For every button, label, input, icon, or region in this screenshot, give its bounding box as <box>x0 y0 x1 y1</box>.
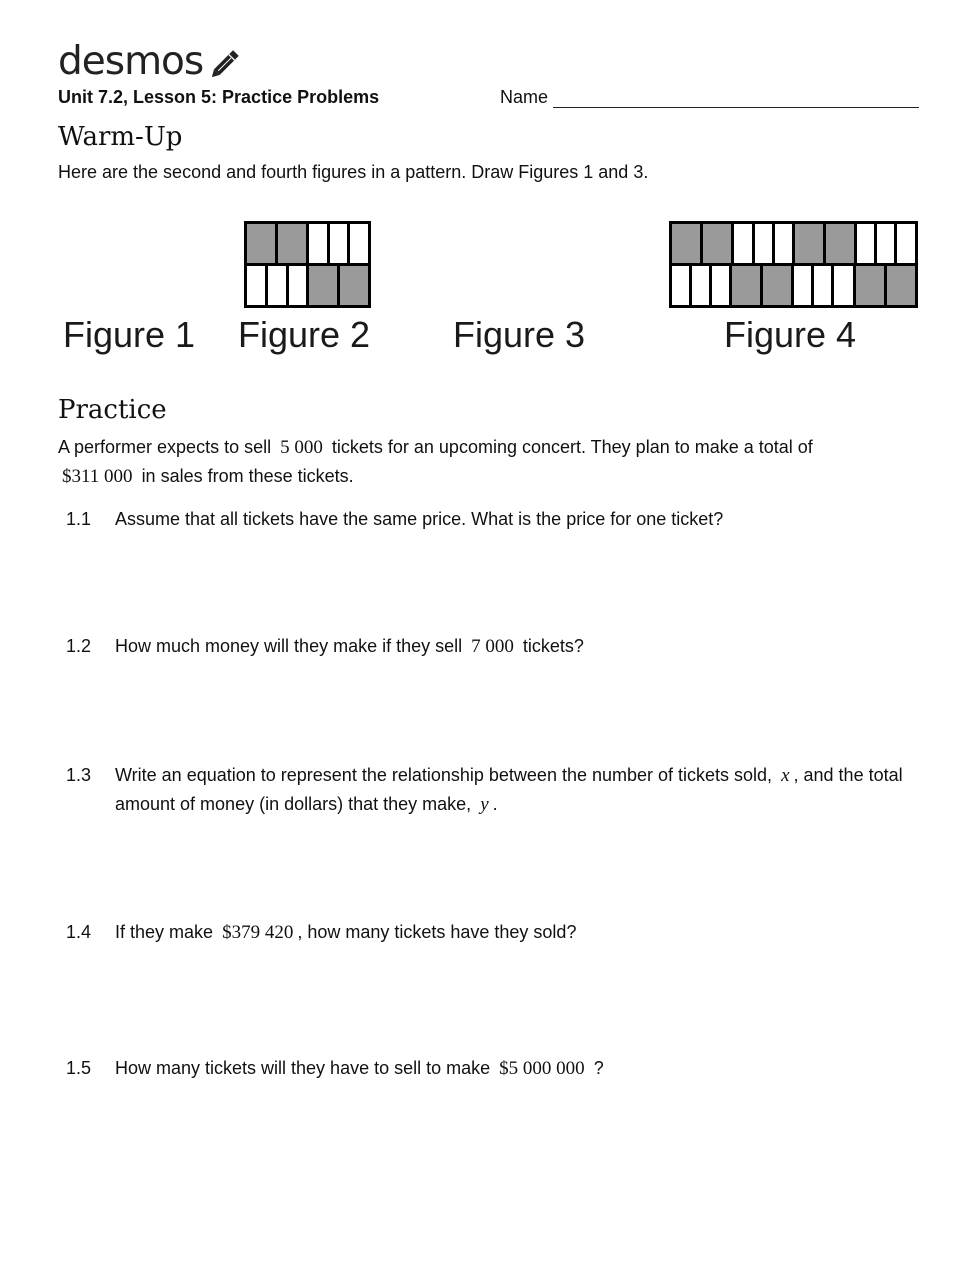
fig2-cell <box>349 223 370 265</box>
fig2-cell <box>288 265 308 307</box>
unit-title: Unit 7.2, Lesson 5: Practice Problems <box>58 87 380 107</box>
practice-intro: A performer expects to sell 5 000 tickets for an upcoming concert. They plan to make a total of $311 000 in sales from these tickets. <box>58 437 813 487</box>
fig4-cell <box>702 223 733 265</box>
name-label: Name <box>500 87 549 107</box>
question-text: If they make $379 420 , how many tickets have they sold? <box>115 922 577 943</box>
question-number: 1.4 <box>66 922 92 942</box>
desmos-logo <box>58 40 243 84</box>
question-number: 1.3 <box>66 765 92 785</box>
figure-2-diagram <box>244 221 371 308</box>
fig4-cell <box>794 223 825 265</box>
figure-4-label: Figure 4 <box>724 314 857 355</box>
fig2-cell <box>246 223 277 265</box>
fig4-cell <box>671 223 702 265</box>
fig2-cell <box>267 265 288 307</box>
question-number: 1.5 <box>66 1058 92 1078</box>
question-number: 1.1 <box>66 509 92 529</box>
fig4-cell <box>671 265 691 307</box>
figure-4-diagram <box>669 221 918 308</box>
question-text: Assume that all tickets have the same price. What is the price for one ticket? <box>115 509 724 529</box>
fig4-cell <box>793 265 813 307</box>
fig4-cell <box>825 223 856 265</box>
question-1-4 <box>66 918 925 947</box>
question-text: How much money will they make if they sell 7 000 tickets? <box>115 636 584 657</box>
fig4-cell <box>733 223 754 265</box>
fig4-cell <box>711 265 731 307</box>
fig4-cell <box>855 265 886 307</box>
warmup-instructions: Here are the second and fourth figures in a pattern. Draw Figures 1 and 3. <box>58 162 649 182</box>
fig4-cell <box>762 265 793 307</box>
fig2-cell <box>339 265 370 307</box>
fig4-cell <box>876 223 896 265</box>
practice-heading: Practice <box>58 395 167 425</box>
question-1-3 <box>66 761 925 819</box>
fig4-cell <box>691 265 711 307</box>
sales-value: $311 000 <box>62 466 133 487</box>
fig4-cell <box>774 223 794 265</box>
fig2-cell <box>308 223 329 265</box>
tickets-value: 5 000 <box>280 437 323 458</box>
question-1-1 <box>66 505 925 533</box>
question-text: Write an equation to represent the relationship between the number of tickets sold, x , and the total amount of money (in dollars) that they make, y . <box>115 765 903 815</box>
figure-2-label: Figure 2 <box>238 314 371 355</box>
question-1-5 <box>66 1054 925 1083</box>
warmup-heading: Warm-Up <box>58 122 183 152</box>
fig2-cell <box>277 223 308 265</box>
fig4-cell <box>754 223 774 265</box>
figure-3-label: Figure 3 <box>453 314 586 355</box>
fig4-cell <box>833 265 855 307</box>
figure-1-label: Figure 1 <box>63 314 196 355</box>
name-field <box>500 87 919 108</box>
name-input-line[interactable] <box>553 90 919 108</box>
question-1-2 <box>66 632 925 661</box>
logo-text: desmos <box>58 39 204 84</box>
fig4-cell <box>886 265 917 307</box>
fig4-cell <box>896 223 917 265</box>
fig4-cell <box>731 265 762 307</box>
question-number: 1.2 <box>66 636 92 656</box>
fig2-cell <box>329 223 349 265</box>
fig4-cell <box>856 223 876 265</box>
fig2-cell <box>246 265 267 307</box>
pencil-icon <box>209 46 243 80</box>
fig4-cell <box>813 265 833 307</box>
fig2-cell <box>308 265 339 307</box>
question-text: How many tickets will they have to sell to make $5 000 000 ? <box>115 1058 604 1079</box>
